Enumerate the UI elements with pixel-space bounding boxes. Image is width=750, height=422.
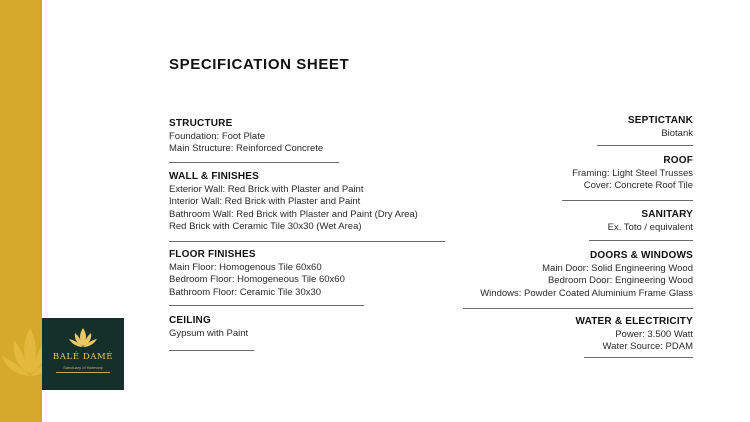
section-ceiling [169, 315, 248, 340]
spec-line: Framing: Light Steel Trusses [572, 168, 693, 179]
spec-line: Bathroom Floor: Ceramic Tile 30x30 [169, 286, 322, 298]
divider [463, 308, 693, 309]
section-septictank [628, 115, 693, 140]
spec-line: Biotank [661, 128, 693, 139]
spec-line: Water Source: PDAM [602, 341, 693, 353]
spec-line: Main Door: Solid Engineering Wood [542, 263, 693, 274]
spec-line: Bedroom Door: Engineering Wood [547, 275, 693, 287]
spec-line: Main Floor: Homogenous Tile 60x60 [169, 262, 322, 273]
logo-name: BALÉ DAMÉ [52, 352, 114, 362]
divider [597, 145, 693, 146]
section-heading: ROOF [663, 155, 693, 166]
divider [169, 241, 445, 242]
spec-line: Red Brick with Ceramic Tile 30x30 (Wet Area) [169, 221, 362, 233]
spec-line: Cover: Concrete Roof Tile [583, 180, 693, 192]
divider [169, 162, 339, 163]
section-roof [572, 155, 693, 193]
section-sanitary [608, 209, 693, 234]
section-wall-finishes [169, 171, 418, 234]
divider [169, 350, 254, 351]
section-structure [169, 118, 323, 156]
divider [589, 240, 693, 241]
section-floor-finishes [169, 249, 345, 299]
spec-line: Gypsum with Paint [169, 328, 249, 339]
spec-line: Main Structure: Reinforced Concrete [169, 143, 324, 155]
spec-line: Exterior Wall: Red Brick with Plaster and Paint [169, 184, 364, 195]
bale-dame-logo [42, 318, 124, 390]
section-heading: WATER & ELECTRICITY [575, 316, 693, 327]
spec-line: Power: 3.500 Watt [615, 329, 693, 340]
spec-line: Windows: Powder Coated Aluminium Frame Glass [480, 287, 693, 299]
spec-line: Interior Wall: Red Brick with Plaster and Paint [169, 196, 361, 208]
spec-line: Bedroom Floor: Homogeneous Tile 60x60 [169, 274, 345, 286]
spec-line: Foundation: Foot Plate [169, 131, 266, 142]
lotus-icon [68, 326, 98, 350]
divider [169, 305, 364, 306]
section-water-electricity [575, 316, 693, 354]
section-heading: CEILING [169, 315, 211, 326]
section-heading: WALL & FINISHES [169, 171, 260, 182]
spec-line: Ex. Toto / equivalent [607, 222, 693, 233]
page-title: SPECIFICATION SHEET [169, 56, 350, 73]
logo-tagline: Sanctuary of Harmony [63, 365, 103, 370]
section-heading: STRUCTURE [169, 118, 233, 129]
section-doors-windows [480, 250, 693, 300]
spec-line: Bathroom Wall: Red Brick with Plaster and Paint (Dry Area) [169, 208, 418, 220]
section-heading: SANITARY [641, 209, 693, 220]
divider [562, 200, 693, 201]
logo-underline [56, 372, 110, 373]
section-heading: SEPTICTANK [627, 115, 693, 126]
section-heading: DOORS & WINDOWS [590, 250, 693, 261]
section-heading: FLOOR FINISHES [169, 249, 256, 260]
divider [584, 357, 693, 358]
